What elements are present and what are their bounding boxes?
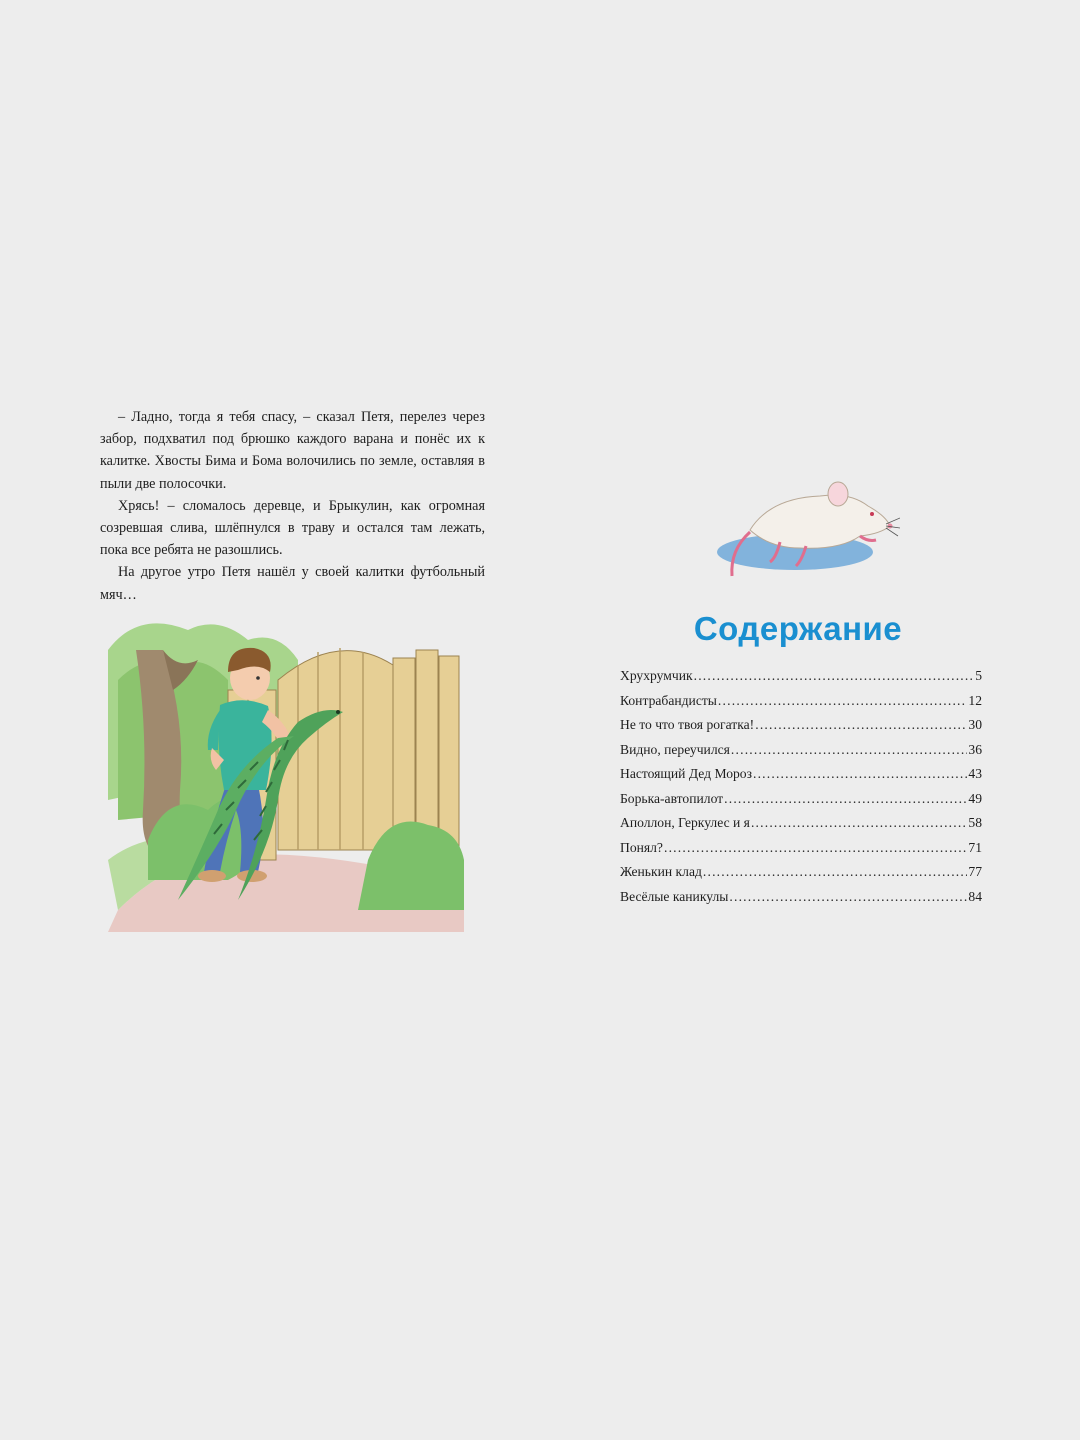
toc-entry-page: 12 — [968, 692, 982, 708]
toc-entry-page: 71 — [968, 839, 982, 855]
toc-entry[interactable] — [620, 693, 982, 718]
toc-entry[interactable] — [620, 791, 982, 816]
toc-entry[interactable] — [620, 889, 982, 914]
toc-entry-page: 43 — [968, 766, 982, 781]
boy-with-lizards-illustration — [108, 610, 464, 932]
toc-title: Содержание — [693, 610, 903, 647]
toc-entry[interactable] — [620, 668, 982, 693]
story-paragraph-2: Хрясь! – сломалось деревце, и Брыкулин, как огромная созревшая слива, шлёпнулся в траву и остался там лежать, пока все ребята не разошлись. — [100, 497, 485, 559]
toc-entry[interactable] — [620, 717, 982, 742]
story-text — [100, 406, 485, 606]
toc-entry-page: 30 — [968, 717, 982, 732]
toc-entry-page: 58 — [968, 815, 982, 830]
toc-entry-title: Не то что твоя рогатка! — [620, 717, 755, 732]
toc-entry-title: Видно, переучился — [620, 741, 730, 757]
story-paragraph-1: – Ладно, тогда я тебя спасу, – сказал Петя, перелез через забор, подхватил под брюшко каждого варана и понёс их к калитке. Хвосты Бима и Бома волочились по земле, оставляя в пыли две полосочки. — [100, 409, 485, 492]
toc-entry[interactable] — [620, 742, 982, 767]
left-page — [100, 406, 485, 606]
toc-entry-title: Хрухрумчик — [620, 668, 693, 683]
toc-entry-title: Настоящий Дед Мороз — [620, 766, 752, 781]
toc-entry-title: Борька-автопилот — [620, 790, 724, 806]
toc-entry-page: 77 — [968, 864, 982, 879]
toc-entry[interactable] — [620, 766, 982, 791]
toc-entry[interactable] — [620, 840, 982, 865]
toc-entry-title: Понял? — [620, 839, 663, 855]
mouse-illustration — [710, 470, 900, 582]
toc-entry-title: Весёлые каникулы — [620, 888, 729, 904]
toc-entry-page: 5 — [975, 668, 982, 683]
table-of-contents — [620, 668, 982, 913]
story-paragraph-3: На другое утро Петя нашёл у своей калитки футбольный мяч… — [100, 564, 485, 603]
toc-entry[interactable] — [620, 864, 982, 889]
toc-entry-page: 49 — [968, 790, 982, 806]
toc-entry-page: 84 — [968, 888, 982, 904]
toc-entry-title: Женькин клад — [620, 864, 702, 879]
toc-entry-title: Контрабандисты — [620, 692, 717, 708]
toc-entry[interactable] — [620, 815, 982, 840]
toc-entry-page: 36 — [968, 741, 982, 757]
toc-entry-title: Аполлон, Геркулес и я — [620, 815, 750, 830]
